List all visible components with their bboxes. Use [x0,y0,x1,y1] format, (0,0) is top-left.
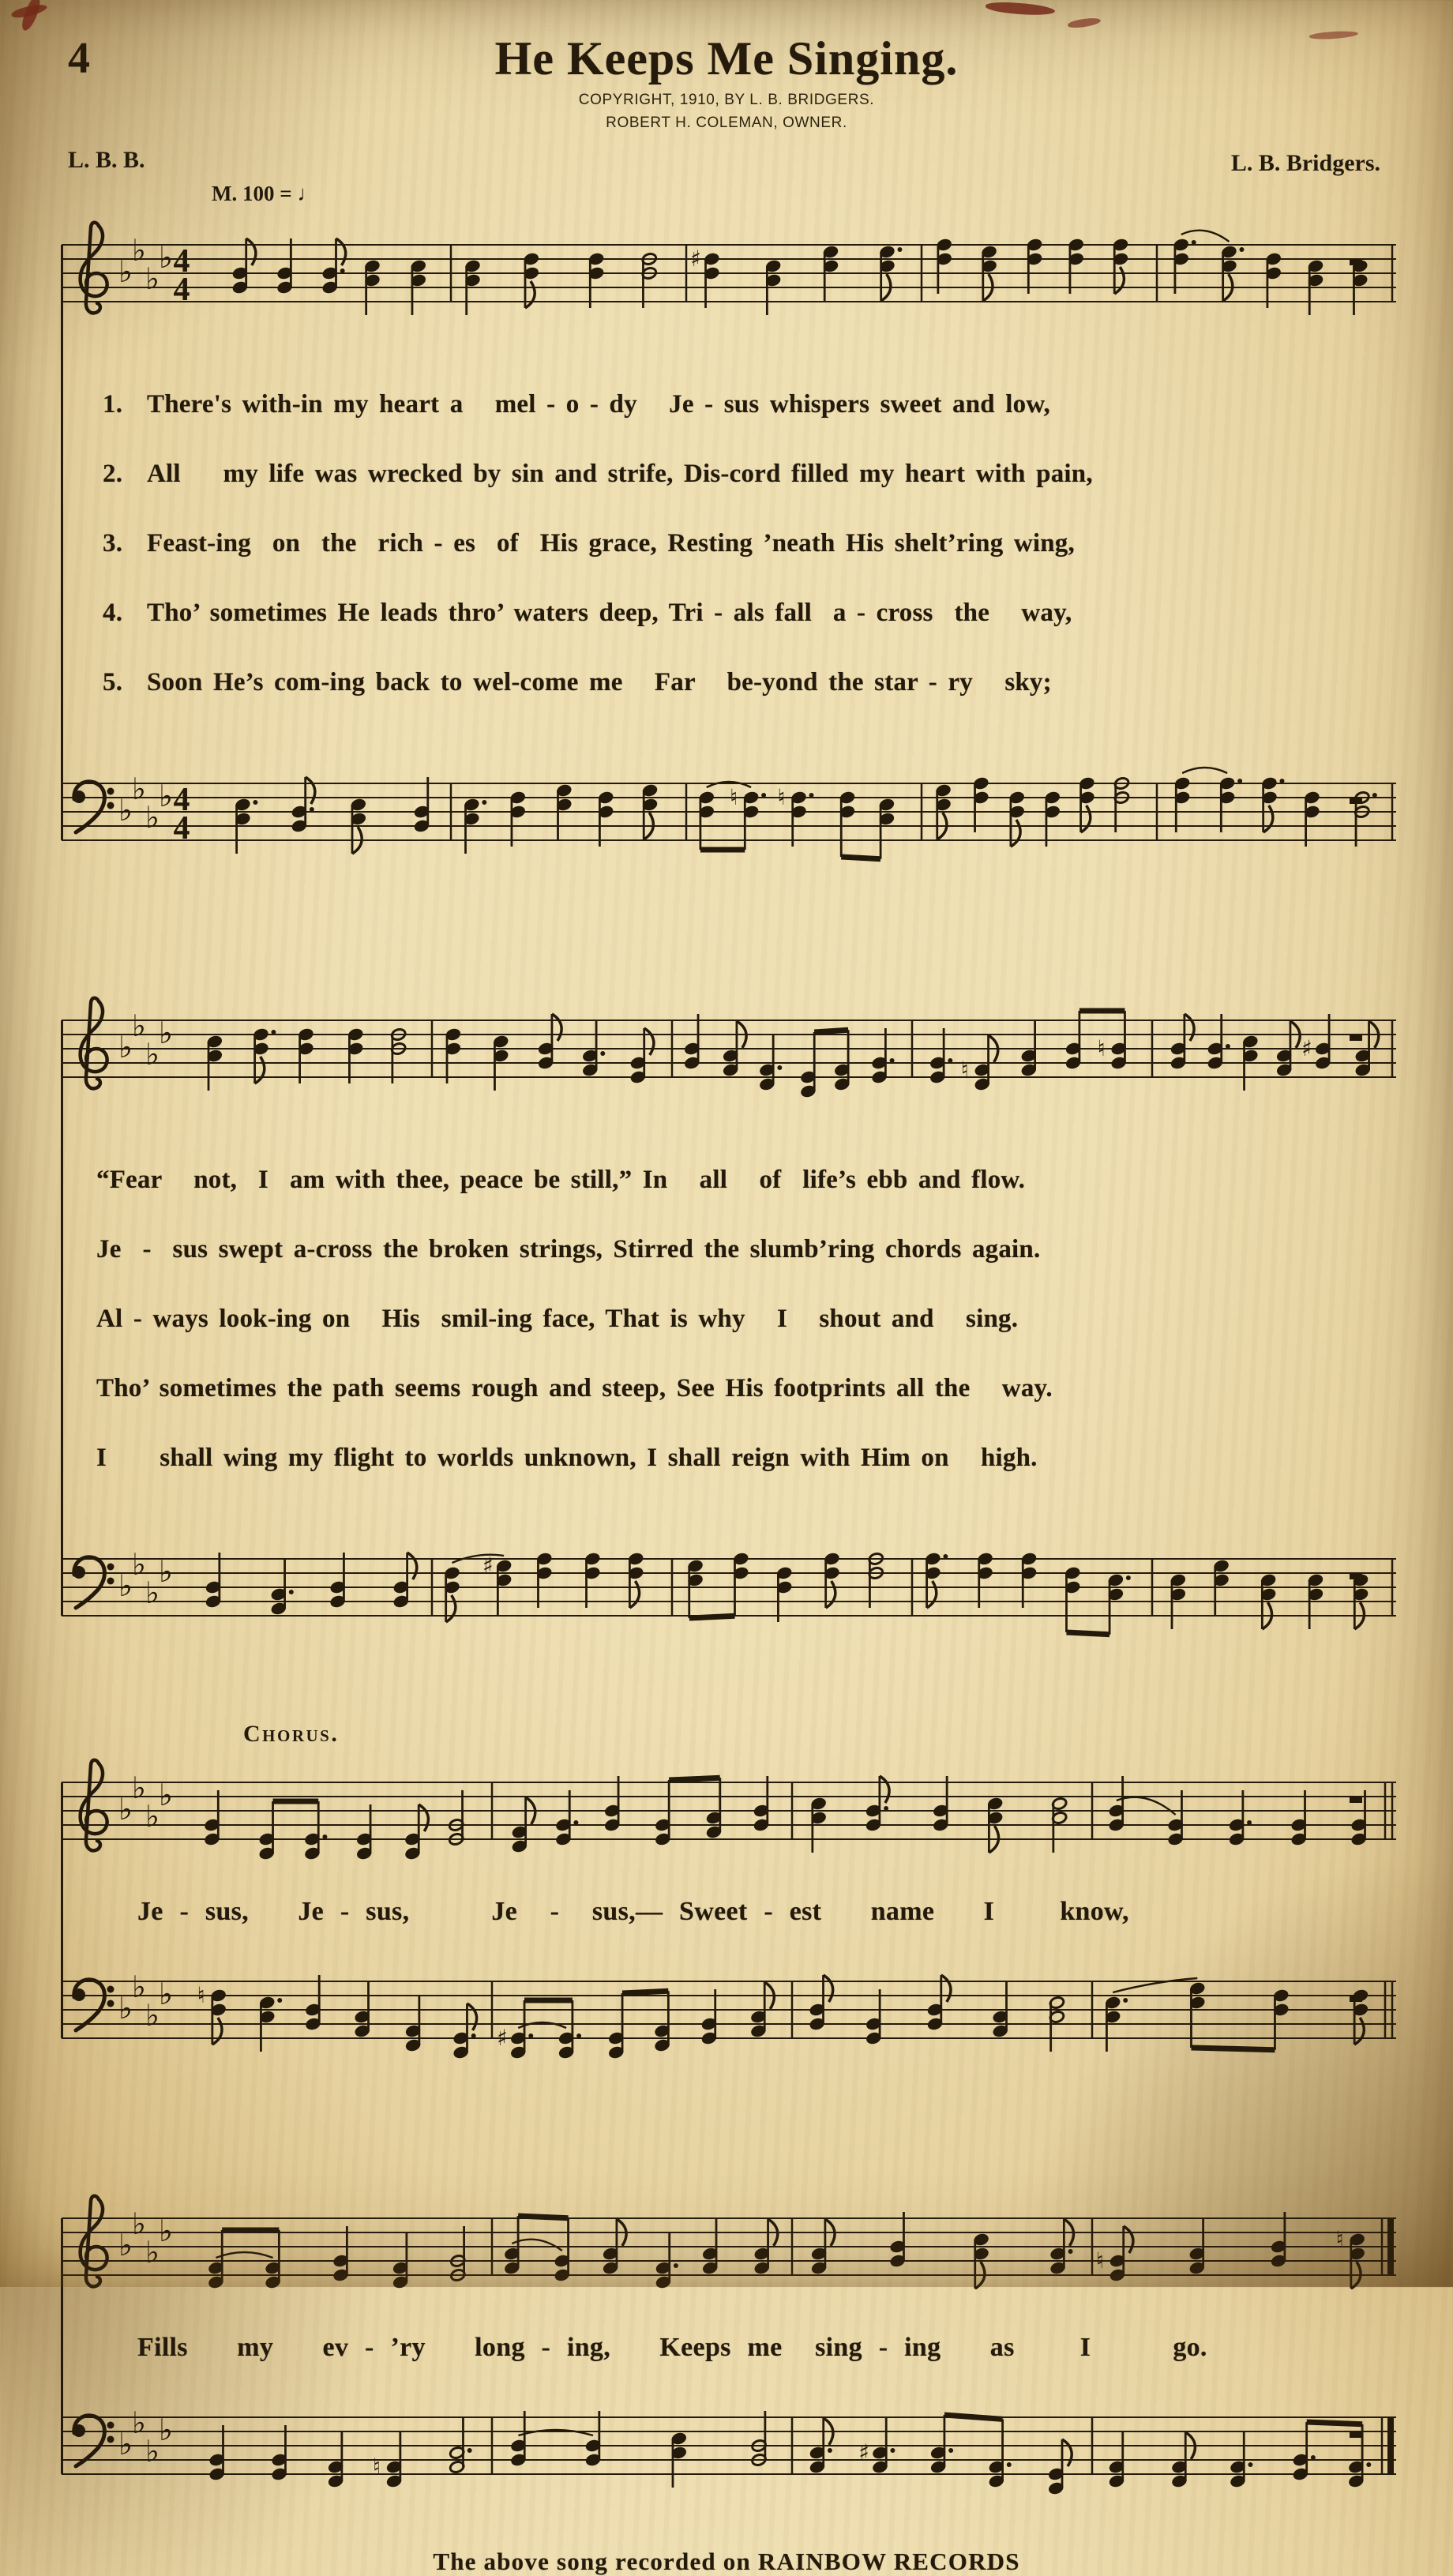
note-chord [1261,776,1284,832]
chorus-label: Chorus. [243,1721,340,1747]
accidental: ♮ [1335,2226,1344,2252]
tie-arc [1181,231,1230,242]
note-chord [291,777,315,833]
flat-sign: ♭ [159,2413,173,2447]
tempo-marking: M. 100 = ♩ [212,182,319,205]
note-chord [298,1027,314,1083]
note-chord [1108,1573,1131,1634]
composer-name: L. B. Bridgers. [1230,150,1380,176]
whole-rest [1350,1035,1362,1041]
note-chord [641,252,657,308]
time-signature: 4 [173,810,190,847]
beam [669,1778,720,1780]
flat-sign: ♭ [118,1991,133,2026]
eighth-flag [212,2018,222,2045]
verse-line-2b [96,1229,1396,1270]
treble-clef-icon [81,1760,107,1851]
verse-block-1 [62,332,1396,752]
note-chord [1168,1790,1184,1846]
note-chord [1336,2226,1365,2289]
verse-line-1 [103,384,1396,425]
note-chord [778,784,814,847]
verse-text: “Fear not, I am with thee, peace be still,” In all of life’s ebb and flow. [96,1166,1026,1194]
flat-sign: ♭ [145,1037,160,1072]
note-chord [927,1975,951,2031]
eighth-flag [1263,805,1273,832]
flat-sign: ♭ [132,1970,146,2004]
flat-sign: ♭ [118,2228,133,2262]
note-chord [598,790,614,847]
flat-sign: ♭ [145,1998,160,2033]
note-chord [524,252,539,308]
treble-clef-icon [81,998,107,1089]
note-chord [628,1552,644,1608]
note-chord [504,2216,520,2275]
flat-sign: ♭ [132,1008,146,1043]
note-chord [925,1552,948,1608]
note-chord [555,1790,578,1846]
verse-line-3 [103,523,1396,564]
note-chord [751,2411,767,2467]
accidental: ♯ [858,2439,869,2465]
flat-sign: ♭ [159,779,173,813]
eighth-flag [552,1014,561,1041]
eighth-flag [255,1057,265,1083]
note-chord [232,238,256,295]
flat-sign: ♭ [159,1778,173,1812]
note-chord [356,1804,372,1861]
flat-sign: ♭ [145,800,160,835]
music-system-2 [62,989,1396,1646]
eighth-flag [1114,267,1124,294]
flat-sign: ♭ [145,2434,160,2469]
verse-text: Feast-ing on the rich - es of His grace, Resting ’neath His shelt’ring wing, [147,529,1075,558]
whole-rest [1350,2431,1362,2438]
flat-sign: ♭ [118,1030,133,1065]
treble-clef-icon [81,2196,107,2287]
beam [814,1030,848,1032]
bass-staff-3 [62,1950,1396,2068]
note-chord [205,1553,221,1609]
note-chord [1064,1566,1080,1632]
note-chord [1170,1014,1194,1070]
flat-sign: ♭ [132,2405,146,2440]
time-signature: 4 [173,272,190,308]
chorus-text: Fills my ev - ’ry long - ing, Keeps me sing - ing as I go. [137,2333,1207,2362]
note-chord [450,2226,466,2282]
whole-rest [1350,1996,1362,2002]
footer-note: The above song recorded on RAINBOW RECORDS [433,2548,1020,2575]
eighth-flag [1354,2018,1364,2045]
note-chord [1229,1790,1252,1846]
treble-staff-3 [62,1751,1396,1869]
verse-number: 3. [103,529,123,558]
note-chord [445,1027,461,1083]
note-chord [449,1790,464,1846]
eighth-flag [880,1776,889,1803]
note-chord [1027,238,1042,294]
accidental: ♮ [1095,2247,1104,2274]
note-chord [654,1991,670,2052]
bass-clef-icon [73,2416,115,2466]
note-chord [265,2230,280,2289]
note-chord [1304,790,1320,847]
eighth-flag [826,1581,835,1608]
note-chord [865,1776,889,1832]
note-chord [538,1014,561,1070]
flat-sign: ♭ [145,261,160,296]
eighth-flag [446,1595,456,1622]
song-title: He Keeps Me Singing. [494,32,959,84]
verse-text: Je - sus swept a-cross the broken strings, Stirred the slumb’ring chords again. [96,1235,1041,1264]
eighth-flag [306,777,315,804]
verse-line-4 [103,592,1396,633]
note-chord [1273,1988,1289,2049]
note-chord [272,2425,287,2481]
flat-sign: ♭ [159,240,173,275]
note-chord [1291,1790,1307,1846]
tie-arc [1113,1978,1197,1992]
flat-sign: ♭ [132,772,146,806]
note-chord [890,2212,906,2268]
final-barline [1387,2218,1394,2275]
note-chord [444,1566,460,1622]
note-chord [937,238,952,294]
music-system-3 [62,1751,1396,2068]
accidental: ♯ [497,2025,508,2051]
verse-line-2 [103,453,1396,494]
note-chord [733,1552,749,1616]
verse-line-4b [96,1368,1396,1409]
time-signature: 4 [173,782,190,818]
note-chord [276,238,292,295]
note-chord [706,1778,722,1838]
note-chord [453,2003,477,2060]
note-chord [482,1553,512,1615]
bass-staff-2 [62,1527,1396,1646]
note-chord [977,1552,993,1608]
flat-sign: ♭ [118,2427,133,2461]
beam [622,1991,668,1993]
note-chord [1109,1776,1124,1832]
chorus-line-1 [62,1869,1396,1950]
note-chord [809,1975,833,2031]
verse-line-1b [96,1159,1396,1200]
note-chord [584,1552,600,1608]
note-chord [404,1804,428,1861]
note-chord [1096,2226,1133,2282]
note-chord [1207,1014,1230,1070]
flat-sign: ♭ [132,2206,146,2241]
accidental: ♮ [730,784,738,810]
verse-line-5 [103,662,1396,703]
bass-clef-icon [73,782,115,832]
flat-sign: ♭ [132,1771,146,1805]
note-chord [1174,776,1190,832]
treble-staff-2 [62,989,1396,1107]
note-chord [391,1027,407,1083]
whole-rest [1350,259,1362,265]
chorus-text: Je - sus, Je - sus, Je - sus,— Sweet - est name I know, [137,1897,1129,1926]
verse-text: There's with-in my heart a mel - o - dy Je - sus whispers sweet and low, [147,390,1050,419]
bass-clef-icon [73,1980,115,2030]
eighth-flag [1124,2226,1133,2253]
verse-text: All my life was wrecked by sin and strife, Dis-cord filled my heart with pain, [147,460,1093,488]
page-number: 4 [68,34,90,83]
accidental: ♮ [197,1982,205,2008]
eighth-flag [407,1553,417,1579]
note-chord [604,1776,620,1832]
flat-sign: ♭ [118,793,133,828]
verse-text: Tho’ sometimes He leads thro’ waters deep, Tri - als fall a - cross the way, [147,599,1072,627]
note-chord [989,2419,1012,2488]
note-chord [305,1975,321,2031]
note-chord [879,798,895,858]
note-chord [865,1989,881,2045]
note-chord [973,776,989,832]
beam [841,857,880,859]
accidental: ♯ [482,1553,494,1579]
accidental: ♮ [1097,1035,1106,1061]
whole-rest [1350,1573,1362,1579]
note-chord [1009,790,1025,847]
bass-staff-1 [62,752,1396,870]
verse-number: 1. [103,390,123,419]
beam [944,2415,1003,2419]
eighth-flag [941,1975,951,2002]
note-chord [868,1552,884,1608]
eighth-flag [927,1581,937,1608]
note-chord [839,790,855,857]
time-signature: 4 [173,243,190,280]
beam [1066,1632,1109,1635]
note-chord [1301,1014,1331,1070]
note-chord [930,2415,953,2474]
flat-sign: ♭ [132,233,146,268]
note-chord [871,1028,894,1084]
verse-text: I shall wing my flight to worlds unknown, I shall reign with Him on high. [96,1444,1038,1472]
eighth-flag [1081,805,1091,832]
composer-initials: L. B. B. [68,147,145,173]
verse-text: Al - ways look-ing on His smil-ing face, That is why I shout and sing. [96,1305,1019,1333]
note-chord [393,1553,417,1609]
accidental: ♯ [1301,1035,1312,1061]
chorus-line-2 [62,2305,1396,2386]
note-chord [588,252,604,308]
owner-line: ROBERT H. COLEMAN, OWNER. [606,115,847,131]
accidental: ♮ [373,2454,381,2480]
note-chord [684,1014,700,1070]
note-chord [1113,238,1128,294]
note-chord [800,1032,816,1098]
eighth-flag [419,1804,428,1831]
tie-arc [512,2240,561,2251]
note-chord [1045,790,1061,847]
accidental: ♮ [777,784,786,810]
flat-sign: ♭ [159,2214,173,2248]
verse-text: Tho’ sometimes the path seems rough and steep, See His footprints all the way. [96,1374,1053,1403]
note-chord [933,1776,948,1832]
treble-staff-1 [62,213,1396,332]
note-chord [322,238,346,295]
bass-clef-icon [73,1557,115,1608]
eighth-flag [629,1581,639,1608]
beam [1307,2422,1362,2424]
verse-text: Soon He’s com-ing back to wel-come me Far be-yond the star - ry sky; [147,668,1052,697]
note-chord [1048,2439,1072,2495]
tie-arc [216,2252,272,2258]
verse-number: 5. [103,668,123,697]
note-chord [585,2411,601,2467]
note-chord [824,1552,839,1608]
treble-clef-icon [81,223,107,314]
note-chord [347,1027,363,1083]
flat-sign: ♭ [132,1547,146,1582]
note-chord [630,1028,654,1084]
note-chord [1021,1552,1037,1608]
beam [689,1616,735,1618]
note-chord [208,2230,223,2289]
verse-number: 4. [103,599,123,627]
treble-staff-4 [62,2187,1396,2305]
whole-rest [1350,798,1362,804]
note-chord [253,1027,276,1083]
flat-sign: ♭ [118,1568,133,1603]
note-chord [536,1552,552,1608]
beam [518,2216,568,2218]
bass-staff-4 [62,2386,1396,2504]
note-chord [1068,238,1084,294]
note-chord [776,1566,792,1622]
accidental: ♮ [960,1057,969,1083]
eighth-flag [525,281,535,308]
flat-sign: ♭ [118,1792,133,1827]
flat-sign: ♭ [145,1799,160,1834]
verse-line-3b [96,1298,1396,1339]
eighth-flag [1011,820,1020,847]
note-chord [510,2411,526,2467]
note-chord [1079,776,1094,832]
tie-arc [1117,1797,1176,1815]
flat-sign: ♭ [145,2235,160,2270]
page-header [0,0,1453,213]
verse-block-2 [62,1107,1396,1527]
verse-line-5b [96,1437,1396,1478]
tie-arc [1182,768,1227,773]
note-chord [1219,776,1242,832]
flat-sign: ♭ [118,254,133,289]
note-chord [608,1993,624,2060]
note-chord [1266,252,1282,308]
final-barline [1387,2417,1394,2474]
note-chord [690,246,719,308]
note-chord [209,2425,225,2481]
note-chord [687,1559,703,1618]
eighth-flag [824,1975,833,2002]
note-chord [1271,2212,1286,2268]
note-chord [834,1030,850,1091]
flat-sign: ♭ [159,1016,173,1050]
flat-sign: ♭ [145,1575,160,1610]
eighth-flag [246,238,256,265]
eighth-flag [1185,1014,1194,1041]
flat-sign: ♭ [159,1977,173,2011]
note-chord [655,1780,670,1846]
eighth-flag [336,238,346,265]
accidental: ♯ [690,246,701,272]
note-chord [414,777,430,833]
music-system-1 [62,213,1396,870]
eighth-flag [644,1028,654,1055]
note-chord [330,1553,346,1609]
note-chord [1173,238,1196,294]
music-system-4 [62,2187,1396,2504]
note-chord [197,1982,227,2045]
note-chord [510,790,526,847]
note-chord [701,1989,717,2045]
verse-number: 2. [103,460,123,488]
note-chord [929,1028,952,1084]
copyright-line: COPYRIGHT, 1910, BY L. B. BRIDGERS. [578,92,875,108]
note-chord [332,2226,348,2282]
whole-rest [1350,1797,1362,1803]
note-chord [753,1776,769,1832]
eighth-flag [467,2003,476,2030]
beam [1191,2048,1275,2050]
note-chord [1113,776,1129,832]
eighth-flag [1062,2439,1072,2466]
note-chord [204,1790,220,1846]
flat-sign: ♭ [159,1554,173,1589]
